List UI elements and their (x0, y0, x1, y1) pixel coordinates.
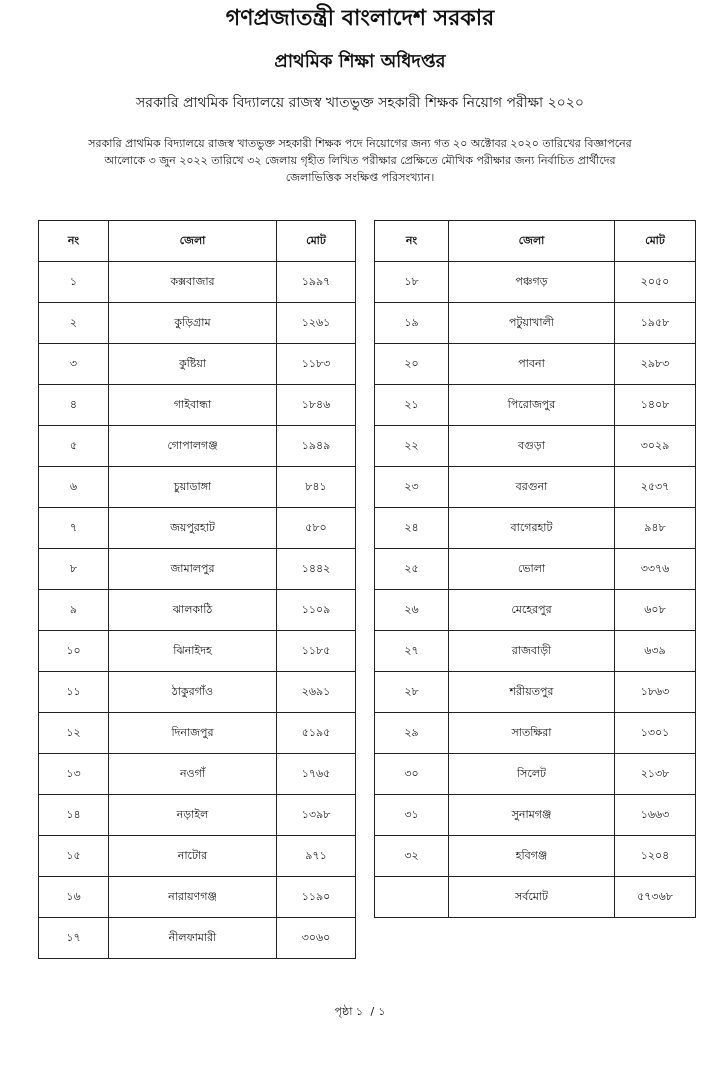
table-row (375, 426, 696, 467)
cell-no: ১২ (39, 713, 109, 754)
cell-no: ১৪ (39, 795, 109, 836)
table-row (39, 713, 356, 754)
page-number (0, 1003, 720, 1021)
page-separator: / (370, 1005, 375, 1018)
table-row (39, 836, 356, 877)
header-district: জেলা (449, 221, 615, 262)
cell-no: ১০ (39, 631, 109, 672)
table-row (375, 795, 696, 836)
cell-total: ১৯৯৭ (277, 262, 356, 303)
header-no: নং (375, 221, 449, 262)
cell-no (375, 877, 449, 918)
grand-total-row (375, 877, 696, 918)
intro-paragraph (30, 135, 690, 186)
district-table-left (38, 220, 356, 959)
cell-district: জয়পুরহাট (109, 508, 277, 549)
cell-district: কুষ্টিয়া (109, 344, 277, 385)
table-row (39, 508, 356, 549)
table-header-row (375, 221, 696, 262)
cell-no: ৫ (39, 426, 109, 467)
cell-total: ১৯৪৯ (277, 426, 356, 467)
cell-total: ৩০২৯ (615, 426, 696, 467)
cell-total: ১৪৪২ (277, 549, 356, 590)
cell-no: ১৯ (375, 303, 449, 344)
cell-no: ৩ (39, 344, 109, 385)
cell-no: ২৭ (375, 631, 449, 672)
cell-district: পিরোজপুর (449, 385, 615, 426)
cell-no: ২৬ (375, 590, 449, 631)
cell-district: জামালপুর (109, 549, 277, 590)
cell-no: ৩১ (375, 795, 449, 836)
cell-district: রাজবাড়ী (449, 631, 615, 672)
cell-district: বরগুনা (449, 467, 615, 508)
table-row (39, 795, 356, 836)
cell-total: ২৬৯১ (277, 672, 356, 713)
cell-total: ১৬৬৩ (615, 795, 696, 836)
cell-district: ঝালকাঠি (109, 590, 277, 631)
cell-district: দিনাজপুর (109, 713, 277, 754)
table-header-row (39, 221, 356, 262)
table-row (375, 385, 696, 426)
cell-no: ১১ (39, 672, 109, 713)
cell-no: ১৮ (375, 262, 449, 303)
cell-total: ৮৪১ (277, 467, 356, 508)
cell-total: ৯৭১ (277, 836, 356, 877)
table-row (39, 549, 356, 590)
cell-district: শরীয়তপুর (449, 672, 615, 713)
table-row (375, 672, 696, 713)
table-row (375, 754, 696, 795)
department-title: প্রাথমিক শিক্ষা অধিদপ্তর (274, 51, 446, 72)
cell-district: নড়াইল (109, 795, 277, 836)
cell-total: ৫৮০ (277, 508, 356, 549)
cell-district: নাটোর (109, 836, 277, 877)
cell-total: ১২৬১ (277, 303, 356, 344)
cell-total: ৬০৮ (615, 590, 696, 631)
intro-line: জেলাভিত্তিক সংক্ষিপ্ত পরিসংখ্যান। (285, 171, 435, 184)
cell-no: ২৯ (375, 713, 449, 754)
cell-no: ২৪ (375, 508, 449, 549)
cell-district: পাবনা (449, 344, 615, 385)
header-district: জেলা (109, 221, 277, 262)
cell-district: পঞ্চগড় (449, 262, 615, 303)
table-row (39, 303, 356, 344)
cell-district: ভোলা (449, 549, 615, 590)
cell-total: ২০৫০ (615, 262, 696, 303)
cell-total: ৬৩৯ (615, 631, 696, 672)
cell-district: কুড়িগ্রাম (109, 303, 277, 344)
cell-total: ১১৯০ (277, 877, 356, 918)
page-label: পৃষ্ঠা ১ (334, 1005, 364, 1018)
table-row (375, 467, 696, 508)
cell-total: ৩৩৭৬ (615, 549, 696, 590)
table-row (39, 426, 356, 467)
cell-total: ১১৮৫ (277, 631, 356, 672)
header-total: মোট (277, 221, 356, 262)
cell-no: ৮ (39, 549, 109, 590)
table-row (375, 549, 696, 590)
cell-total: ২৫৩৭ (615, 467, 696, 508)
grand-total-label: সর্বমোট (449, 877, 615, 918)
cell-total: ২১৩৮ (615, 754, 696, 795)
cell-district: নওগাঁ (109, 754, 277, 795)
cell-total: ১৩৯৮ (277, 795, 356, 836)
cell-district: ঝিনাইদহ (109, 631, 277, 672)
table-row (375, 631, 696, 672)
cell-no: ২ (39, 303, 109, 344)
cell-district: ঠাকুরগাঁও (109, 672, 277, 713)
cell-district: গাইবান্ধা (109, 385, 277, 426)
table-row (375, 262, 696, 303)
table-row (39, 631, 356, 672)
government-title: গণপ্রজাতন্ত্রী বাংলাদেশ সরকার (225, 6, 495, 31)
cell-district: পটুয়াখালী (449, 303, 615, 344)
cell-no: ৪ (39, 385, 109, 426)
cell-total: ৫১৯৫ (277, 713, 356, 754)
cell-total: ১৭৬৫ (277, 754, 356, 795)
cell-district: মেহেরপুর (449, 590, 615, 631)
header-no: নং (39, 221, 109, 262)
table-row (39, 918, 356, 959)
cell-no: ২১ (375, 385, 449, 426)
cell-no: ২৮ (375, 672, 449, 713)
cell-district: কক্সবাজার (109, 262, 277, 303)
cell-total: ১১০৯ (277, 590, 356, 631)
district-table-right (374, 220, 696, 918)
cell-district: হবিগঞ্জ (449, 836, 615, 877)
table-row (375, 713, 696, 754)
cell-no: ১৫ (39, 836, 109, 877)
table-row (39, 262, 356, 303)
cell-total: ১১৮৩ (277, 344, 356, 385)
cell-no: ২৫ (375, 549, 449, 590)
cell-no: ২০ (375, 344, 449, 385)
cell-district: নারায়ণগঞ্জ (109, 877, 277, 918)
header-total: মোট (615, 221, 696, 262)
table-row (375, 344, 696, 385)
table-row (39, 385, 356, 426)
cell-total: ২৯৮৩ (615, 344, 696, 385)
table-row (375, 508, 696, 549)
cell-district: সিলেট (449, 754, 615, 795)
exam-title: সরকারি প্রাথমিক বিদ্যালয়ে রাজস্ব খাতভুক্ত সহকারী শিক্ষক নিয়োগ পরীক্ষা ২০২০ (136, 95, 584, 111)
table-row (39, 877, 356, 918)
table-row (375, 590, 696, 631)
cell-total: ৩০৬০ (277, 918, 356, 959)
cell-district: চুয়াডাঙ্গা (109, 467, 277, 508)
cell-no: ৩২ (375, 836, 449, 877)
cell-total: ১৮৪৬ (277, 385, 356, 426)
table-row (39, 344, 356, 385)
cell-district: গোপালগঞ্জ (109, 426, 277, 467)
cell-total: ৯৪৮ (615, 508, 696, 549)
cell-total: ১৩০১ (615, 713, 696, 754)
page-total: ১ (378, 1005, 386, 1018)
table-row (39, 590, 356, 631)
cell-district: নীলফামারী (109, 918, 277, 959)
cell-district: বগুড়া (449, 426, 615, 467)
table-row (375, 303, 696, 344)
cell-district: সাতক্ষিরা (449, 713, 615, 754)
cell-total: ১২০৪ (615, 836, 696, 877)
cell-no: ১৬ (39, 877, 109, 918)
cell-no: ২৩ (375, 467, 449, 508)
cell-district: বাগেরহাট (449, 508, 615, 549)
table-row (39, 467, 356, 508)
cell-total: ১৯৫৮ (615, 303, 696, 344)
cell-no: ৯ (39, 590, 109, 631)
intro-line: আলোকে ৩ জুন ২০২২ তারিখে ৩২ জেলায় গৃহীত লিখিত পরীক্ষার প্রেক্ষিতে মৌখিক পরীক্ষার জন্য নির্বাচিত প্রার্থীদের (104, 154, 616, 167)
cell-district: সুনামগঞ্জ (449, 795, 615, 836)
cell-no: ৩০ (375, 754, 449, 795)
table-row (39, 672, 356, 713)
table-row (39, 754, 356, 795)
cell-total: ১৮৬৩ (615, 672, 696, 713)
cell-no: ১ (39, 262, 109, 303)
cell-no: ৬ (39, 467, 109, 508)
intro-line: সরকারি প্রাথমিক বিদ্যালয়ে রাজস্ব খাতভুক্ত সহকারী শিক্ষক পদে নিয়োগের জন্য গত ২০ অক্টোবর ২০২০ তারিখের বিজ্ঞাপনের (88, 137, 632, 150)
cell-no: ৭ (39, 508, 109, 549)
table-row (375, 836, 696, 877)
cell-no: ১৭ (39, 918, 109, 959)
cell-total: ১৪০৮ (615, 385, 696, 426)
grand-total-value: ৫৭৩৬৮ (615, 877, 696, 918)
cell-no: ২২ (375, 426, 449, 467)
cell-no: ১৩ (39, 754, 109, 795)
